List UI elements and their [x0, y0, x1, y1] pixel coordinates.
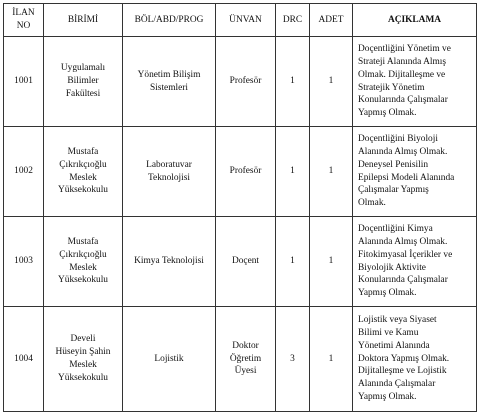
cell-adet: 1	[310, 127, 353, 217]
cell-ilan-no: 1003	[4, 217, 44, 307]
cell-birimi-line: Yüksekokulu	[58, 185, 108, 196]
cell-bolum-line: Yönetim Bilişim	[137, 69, 201, 80]
cell-birimi-line: Hüseyin Şahin	[55, 347, 111, 358]
cell-birimi-line: Develi	[70, 334, 96, 345]
cell-aciklama-line: Olmak. Dijitalleşme ve	[358, 69, 446, 80]
cell-aciklama-line: Doçentliğini Kimya	[358, 224, 433, 235]
cell-aciklama-line: Stratejik Yönetim	[358, 82, 425, 93]
cell-bolum-line: Kimya Teknolojisi	[134, 256, 204, 267]
job-postings-table	[3, 3, 477, 412]
cell-unvan	[216, 37, 276, 127]
cell-adet: 1	[310, 37, 353, 127]
header-unvan: ÜNVAN	[216, 4, 276, 37]
cell-unvan-line: Doçent	[231, 256, 260, 267]
cell-birimi-line: Meslek	[69, 172, 97, 183]
cell-aciklama-line: Lojistik veya Siyaset	[358, 315, 437, 326]
cell-bolum-line: Lojistik	[154, 353, 184, 364]
cell-aciklama-line: Strateji Alanında Almış	[358, 56, 447, 67]
cell-aciklama-line: Fitokimyasal İçerikler ve	[358, 249, 453, 260]
cell-adet: 1	[310, 217, 353, 307]
header-drc: DRC	[276, 4, 310, 37]
header-aciklama: AÇIKLAMA	[353, 4, 477, 37]
header-ilan-no-line2: NO	[16, 21, 31, 31]
cell-aciklama-line: Konularında Çalışmalar	[358, 275, 448, 286]
cell-aciklama-line: Konularında Çalışmalar	[358, 95, 448, 106]
cell-ilan-no: 1004	[4, 307, 44, 412]
cell-unvan-line: Öğretim	[229, 353, 262, 364]
cell-drc: 1	[276, 127, 310, 217]
header-bolum: BÖL/ABD/PROG	[123, 4, 216, 37]
header-adet: ADET	[310, 4, 353, 37]
cell-aciklama-line: Epilepsi Modeli Alanında	[358, 172, 455, 183]
cell-bolum	[123, 127, 216, 217]
cell-aciklama	[353, 217, 477, 307]
cell-birimi	[44, 307, 123, 412]
cell-birimi-line: Yüksekokulu	[58, 372, 108, 383]
cell-birimi-line: Yüksekokulu	[58, 275, 108, 286]
cell-aciklama-line: Biyolojik Aktivite	[358, 262, 426, 273]
cell-aciklama-line: Alanında Almış Olmak.	[358, 236, 448, 247]
cell-aciklama-line: Çalışmalar Yapmış	[358, 185, 429, 196]
cell-bolum	[123, 217, 216, 307]
cell-unvan-line: Profesör	[229, 76, 262, 87]
cell-unvan-line: Profesör	[229, 166, 262, 177]
cell-bolum	[123, 37, 216, 127]
table-row	[4, 217, 477, 307]
header-ilan-no-line1: İLAN	[12, 8, 35, 19]
cell-birimi	[44, 37, 123, 127]
cell-birimi-line: Mustafa	[67, 236, 99, 247]
cell-aciklama-line: Bilimi ve Kamu	[358, 328, 419, 338]
cell-unvan	[216, 307, 276, 412]
cell-unvan-line: Üyesi	[234, 366, 257, 377]
cell-ilan-no: 1002	[4, 127, 44, 217]
cell-birimi-line: Fakültesi	[65, 88, 101, 99]
cell-birimi-line: Bilimler	[67, 76, 99, 87]
cell-aciklama-line: Olmak.	[358, 198, 386, 209]
cell-unvan-line: Doktor	[232, 340, 259, 351]
header-ilan-no	[4, 4, 44, 37]
cell-aciklama-line: Doçentliğini Biyoloji	[358, 134, 438, 145]
cell-birimi-line: Meslek	[69, 360, 97, 370]
cell-aciklama-line: Doçentliğini Yönetim ve	[358, 44, 451, 55]
cell-unvan	[216, 217, 276, 307]
cell-birimi	[44, 127, 123, 217]
cell-birimi-line: Çıkrıkçıoğlu	[59, 249, 107, 260]
cell-adet: 1	[310, 307, 353, 412]
cell-aciklama-line: Alanında Çalışmalar	[358, 379, 436, 390]
cell-aciklama	[353, 307, 477, 412]
cell-birimi	[44, 217, 123, 307]
cell-ilan-no: 1001	[4, 37, 44, 127]
table-row	[4, 307, 477, 412]
cell-drc: 1	[276, 37, 310, 127]
cell-drc: 3	[276, 307, 310, 412]
cell-aciklama-line: Deneysel Penisilin	[358, 159, 429, 170]
cell-aciklama-line: Alanında Almış Olmak.	[358, 146, 448, 157]
cell-aciklama-line: Dijitalleşme ve Lojistik	[358, 366, 447, 377]
table-row	[4, 127, 477, 217]
cell-aciklama-line: Doktora Yapmış Olmak.	[358, 353, 450, 364]
table-row	[4, 37, 477, 127]
cell-bolum	[123, 307, 216, 412]
cell-aciklama-line: Yapmış Olmak.	[358, 288, 417, 299]
header-birimi: BİRİMİ	[44, 4, 123, 37]
cell-birimi-line: Mustafa	[67, 146, 99, 157]
cell-birimi-line: Çıkrıkçıoğlu	[59, 159, 107, 170]
cell-aciklama	[353, 37, 477, 127]
cell-aciklama-line: Yapmış Olmak.	[358, 108, 417, 119]
cell-bolum-line: Laboratuvar	[146, 159, 192, 170]
cell-drc: 1	[276, 217, 310, 307]
cell-aciklama-line: Yapmış Olmak.	[358, 391, 417, 402]
header-row	[4, 4, 477, 37]
cell-unvan	[216, 127, 276, 217]
cell-aciklama-line: Yönetimi Alanında	[358, 340, 430, 351]
cell-bolum-line: Sistemleri	[149, 82, 189, 93]
cell-birimi-line: Uygulamalı	[60, 63, 106, 74]
cell-bolum-line: Teknolojisi	[147, 172, 191, 183]
cell-aciklama	[353, 127, 477, 217]
cell-birimi-line: Meslek	[69, 262, 97, 273]
